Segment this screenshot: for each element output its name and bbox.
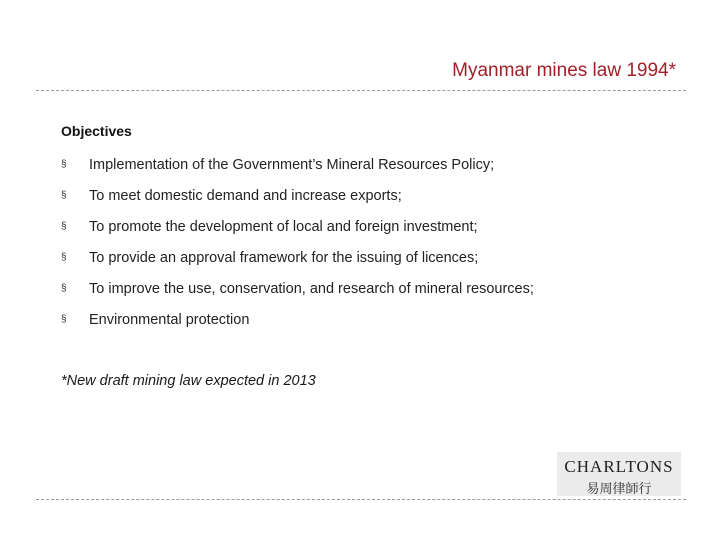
list-item-text: To meet domestic demand and increase exports;	[89, 187, 402, 204]
list-item	[61, 180, 534, 211]
list-item-text: Implementation of the Government’s Mineral Resources Policy;	[89, 156, 495, 173]
list-item-text: Environmental protection	[89, 311, 250, 328]
footnote: *New draft mining law expected in 2013	[61, 373, 316, 389]
list-item	[61, 304, 534, 335]
bullet-icon: §	[61, 159, 67, 170]
objectives-heading: Objectives	[61, 123, 132, 139]
list-item	[61, 242, 534, 273]
logo-chinese-name: 易周律師行	[586, 482, 652, 497]
bullet-icon: §	[61, 221, 67, 232]
logo-name: CHARLTONS	[564, 457, 674, 476]
objectives-list	[61, 149, 534, 335]
list-item	[61, 273, 534, 304]
bullet-icon: §	[61, 190, 67, 201]
list-item-text: To promote the development of local and foreign investment;	[89, 218, 478, 235]
list-item-text: To provide an approval framework for the issuing of licences;	[89, 249, 479, 266]
bottom-divider	[36, 499, 686, 500]
bullet-icon: §	[61, 252, 67, 263]
top-divider	[36, 90, 686, 91]
list-item	[61, 149, 534, 180]
charltons-logo	[557, 452, 681, 496]
slide-title: Myanmar mines law 1994*	[452, 60, 676, 81]
list-item-text: To improve the use, conservation, and research of mineral resources;	[89, 280, 534, 297]
bullet-icon: §	[61, 314, 67, 325]
bullet-icon: §	[61, 283, 67, 294]
list-item	[61, 211, 534, 242]
